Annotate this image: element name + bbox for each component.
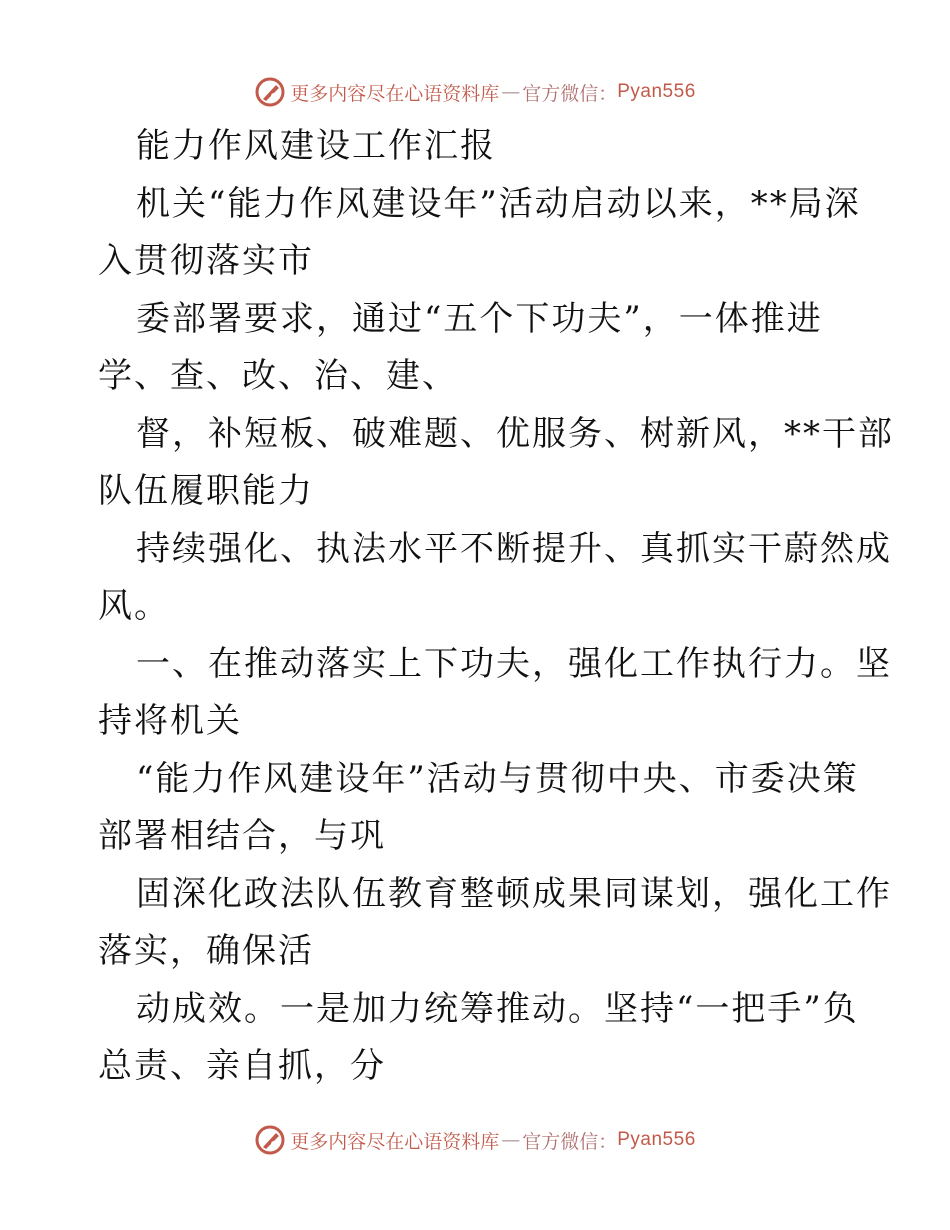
doc-line: 持将机关 — [98, 701, 242, 741]
quill-seal-icon — [254, 1124, 286, 1156]
watermark-text: 更多内容尽在心语资料库 — [290, 1130, 500, 1153]
doc-line: 委部署要求，通过“五个下功夫”，一体推进 — [136, 298, 823, 339]
doc-line: 入贯彻落实市 — [98, 241, 314, 281]
watermark-separator: — — [501, 1129, 521, 1151]
watermark-account: Pyan556 — [617, 1129, 696, 1150]
doc-line: 风。 — [98, 586, 170, 626]
watermark-text: 更多内容尽在心语资料库 — [290, 82, 500, 105]
doc-line: 部署相结合，与巩 — [98, 816, 386, 856]
quill-seal-icon — [254, 76, 286, 108]
watermark-separator: — — [501, 81, 521, 103]
doc-line: 总责、亲自抓，分 — [98, 1046, 386, 1086]
doc-line: 队伍履职能力 — [98, 471, 314, 511]
doc-line: 一、在推动落实上下功夫，强化工作执行力。坚 — [136, 643, 892, 684]
footer-watermark — [0, 1120, 950, 1160]
doc-title: 能力作风建设工作汇报 — [136, 126, 496, 166]
doc-line: 固深化政法队伍教育整顿成果同谋划，强化工作 — [136, 873, 892, 914]
header-watermark — [0, 72, 950, 112]
document-body — [98, 118, 894, 1096]
doc-line: 督，补短板、破难题、优服务、树新风，**干部 — [136, 413, 894, 454]
doc-line: 学、查、改、治、建、 — [98, 356, 458, 396]
doc-line: 持续强化、执法水平不断提升、真抓实干蔚然成 — [136, 528, 892, 569]
watermark-label: 官方微信： — [522, 1130, 618, 1153]
doc-line: 机关“能力作风建设年”活动启动以来，**局深 — [136, 183, 861, 224]
doc-line: 动成效。一是加力统筹推动。坚持“一把手”负 — [136, 988, 859, 1029]
watermark-account: Pyan556 — [617, 81, 696, 102]
doc-line: 落实，确保活 — [98, 931, 314, 971]
doc-line: “能力作风建设年”活动与贯彻中央、市委决策 — [136, 758, 859, 799]
watermark-label: 官方微信： — [522, 82, 618, 105]
